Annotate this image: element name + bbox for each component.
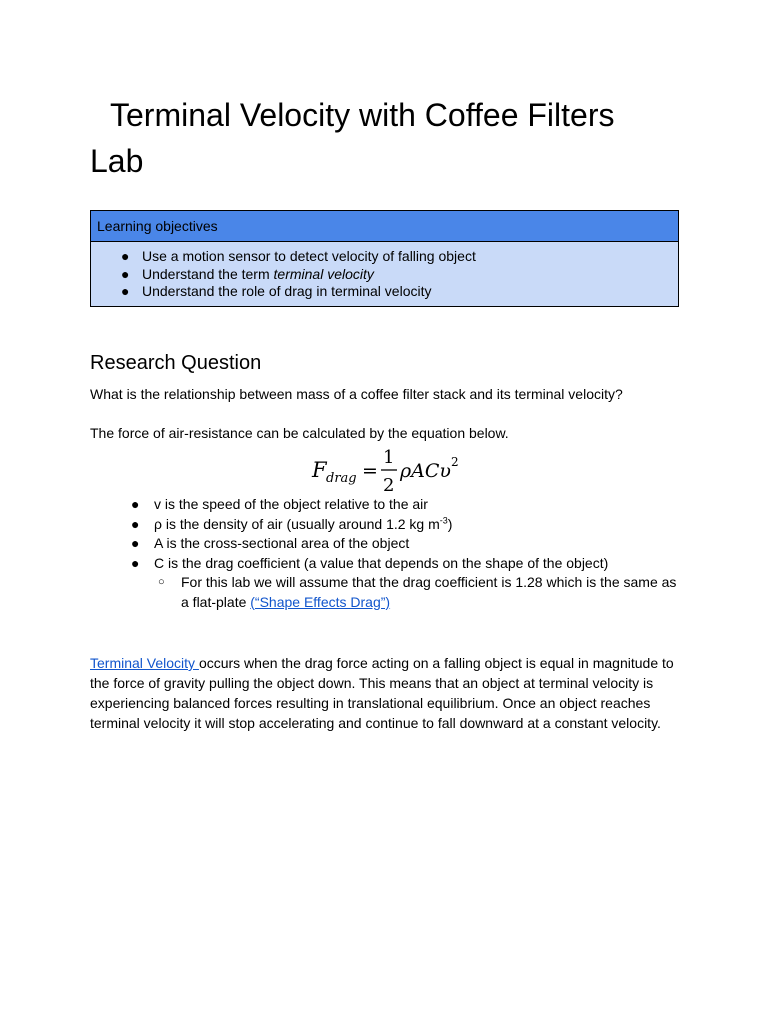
circle-bullet-icon: ○	[158, 576, 165, 588]
equation-rhs: ρACυ	[400, 460, 451, 482]
objective-emphasis: terminal velocity	[273, 265, 374, 282]
variable-text: v is the speed of the object relative to the air	[154, 496, 428, 512]
objective-text: Understand the role of drag in terminal velocity	[142, 283, 432, 299]
bullet-icon: ●	[131, 554, 140, 571]
variable-text: A is the cross-sectional area of the object	[154, 535, 410, 551]
title-line-1: Terminal Velocity with Coffee Filters	[110, 97, 615, 133]
research-question-heading: Research Question	[90, 352, 262, 374]
variable-sublist	[154, 573, 680, 612]
equation-numerator: 1	[383, 447, 395, 468]
variable-item	[90, 534, 680, 554]
bullet-icon: ●	[121, 248, 130, 264]
terminal-velocity-link[interactable]: Terminal Velocity	[90, 655, 199, 671]
objective-item	[91, 266, 678, 284]
variables-list	[90, 495, 680, 612]
document-title	[90, 92, 690, 184]
equation-rhs-superscript: 2	[451, 455, 459, 469]
objective-item	[91, 283, 678, 301]
learning-objectives-header: Learning objectives	[91, 211, 678, 242]
learning-objectives-table	[90, 210, 679, 307]
terminal-velocity-text: occurs when the drag force acting on a falling object is equal in magnitude to the force of gravity pulling the object down. This means that an object at terminal velocity is experiencing balanced forces resulting in translational equilibrium. Once an object reaches terminal velocity it will stop accelerating and continue to fall downward at a constant velocity.	[90, 655, 674, 731]
bullet-icon: ●	[121, 283, 130, 299]
equation-lhs: F	[312, 458, 327, 482]
variable-item	[90, 554, 680, 613]
equation-equals: =	[362, 460, 378, 482]
terminal-velocity-paragraph	[90, 653, 680, 733]
research-question-text: What is the relationship between mass of a coffee filter stack and its terminal velocity?	[90, 386, 623, 402]
variable-text: ρ is the density of air (usually around 1.2 kg m	[154, 515, 440, 532]
objectives-list	[91, 248, 678, 301]
equation-denominator: 2	[383, 475, 395, 496]
objective-item	[91, 248, 678, 266]
objective-text: Understand the term	[142, 265, 274, 282]
variable-suffix: )	[447, 515, 453, 532]
drag-equation	[310, 444, 480, 496]
bullet-icon: ●	[131, 496, 140, 512]
equation-lhs-subscript: drag	[326, 471, 357, 486]
shape-effects-drag-link[interactable]: (“Shape Effects Drag”)	[250, 593, 391, 610]
bullet-icon: ●	[131, 515, 140, 532]
learning-objectives-body	[91, 242, 678, 306]
variable-item	[90, 495, 680, 515]
bullet-icon: ●	[121, 265, 130, 282]
objective-text: Use a motion sensor to detect velocity of falling object	[142, 248, 476, 264]
variable-item	[90, 515, 680, 535]
equation-intro-text: The force of air-resistance can be calculated by the equation below.	[90, 425, 509, 441]
variable-superscript: -3	[439, 514, 448, 525]
title-line-2: Lab	[90, 143, 144, 179]
sub-note-item	[154, 573, 680, 612]
sub-note-text: For this lab we will assume that the drag coefficient is 1.28 which is the same as a flat-plate	[181, 574, 677, 610]
bullet-icon: ●	[131, 535, 140, 551]
variable-text: C is the drag coefficient (a value that depends on the shape of the object)	[154, 554, 609, 571]
